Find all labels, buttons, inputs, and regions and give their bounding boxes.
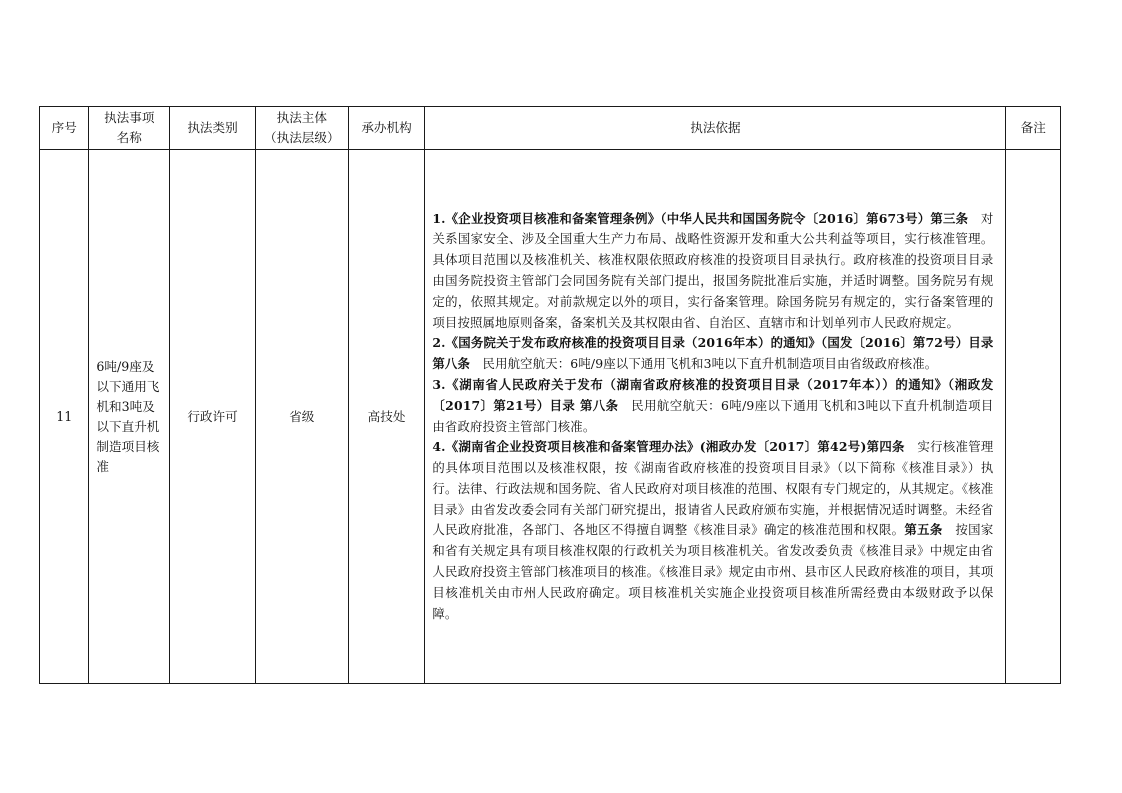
header-handling-org: 承办机构	[348, 107, 425, 150]
basis-clause-3	[432, 375, 993, 437]
basis-clause-4	[432, 437, 993, 624]
cell-enforcement-subject: 省级	[255, 150, 348, 684]
header-enforcement-subject	[255, 107, 348, 150]
basis-clause-2-title: 2.《国务院关于发布政府核准的投资项目目录（2016年本）的通知》（国发〔2016〕第72号）目录 第八条	[432, 335, 994, 372]
basis-clause-4-article5-title: 第五条	[904, 522, 943, 538]
basis-clause-3-title: 3.《湖南省人民政府关于发布（湖南省政府核准的投资项目目录（2017年本））的通知》（湘政发〔2017〕第21号）目录 第八条	[432, 376, 994, 413]
header-item-name-line2: 名称	[116, 130, 142, 145]
basis-clause-4-body: 实行核准管理的具体项目范围以及核准权限，按《湖南省政府核准的投资项目目录》（以下简称《核准目录》）执行。法律、行政法规和国务院、省人民政府对项目核准的范围、权限有专门规定的，从其规定。《核准目录》由省发改委会同有关部门研究提出，报请省人民政府颁布实施，并根据情况适时调整。未经省人民政府批准，各部门、各地区不得擅自调整《核准目录》确定的核准范围和权限。	[432, 439, 994, 538]
basis-clause-2-body: 民用航空航天：6吨/9座以下通用飞机和3吨以下直升机制造项目由省级政府核准。	[469, 356, 938, 372]
basis-clause-1	[432, 209, 993, 334]
basis-clause-3-body: 民用航空航天：6吨/9座以下通用飞机和3吨以下直升机制造项目由省政府投资主管部门核准。	[432, 397, 994, 434]
table-row	[40, 150, 1061, 684]
header-item-name	[89, 107, 170, 150]
cell-item-name: 6吨/9座及以下通用飞机和3吨及以下直升机制造项目核准	[89, 150, 170, 684]
basis-clause-1-title: 1.《企业投资项目核准和备案管理条例》（中华人民共和国国务院令〔2016〕第673号）第三条	[432, 210, 969, 226]
header-item-name-line1: 执法事项	[104, 110, 155, 125]
legal-basis-text	[432, 209, 993, 625]
header-row	[40, 107, 1061, 150]
header-subject-line2: （执法层级）	[264, 130, 340, 145]
header-subject-line1: 执法主体	[276, 110, 327, 125]
cell-handling-org: 高技处	[348, 150, 425, 684]
cell-remarks	[1006, 150, 1061, 684]
header-legal-basis: 执法依据	[425, 107, 1006, 150]
table-body	[40, 150, 1061, 684]
header-enforcement-type: 执法类别	[170, 107, 256, 150]
cell-no: 11	[40, 150, 89, 684]
cell-legal-basis	[425, 150, 1006, 684]
table-header	[40, 107, 1061, 150]
basis-clause-2	[432, 333, 993, 375]
header-no: 序号	[40, 107, 89, 150]
basis-clause-4-article5-body: 按国家和省有关规定具有项目核准权限的行政机关为项目核准机关。省发改委负责《核准目录》中规定由省人民政府投资主管部门核准项目的核准。《核准目录》规定由市州、县市区人民政府核准的项目，其项目核准机关由市州人民政府确定。项目核准机关实施企业投资项目核准所需经费由本级财政予以保障。	[432, 522, 994, 621]
enforcement-items-table	[39, 106, 1061, 684]
header-remarks: 备注	[1006, 107, 1061, 150]
basis-clause-4-title: 4.《湖南省企业投资项目核准和备案管理办法》(湘政办发〔2017〕第42号)第四条	[432, 439, 905, 455]
cell-enforcement-type: 行政许可	[170, 150, 256, 684]
basis-clause-1-body: 对关系国家安全、涉及全国重大生产力布局、战略性资源开发和重大公共利益等项目，实行核准管理。具体项目范围以及核准机关、核准权限依照政府核准的投资项目目录执行。政府核准的投资项目目录由国务院投资主管部门会同国务院有关部门提出，报国务院批准后实施，并适时调整。国务院另有规定的，依照其规定。对前款规定以外的项目，实行备案管理。除国务院另有规定的，实行备案管理的项目按照属地原则备案，备案机关及其权限由省、自治区、直辖市和计划单列市人民政府规定。	[432, 210, 994, 330]
